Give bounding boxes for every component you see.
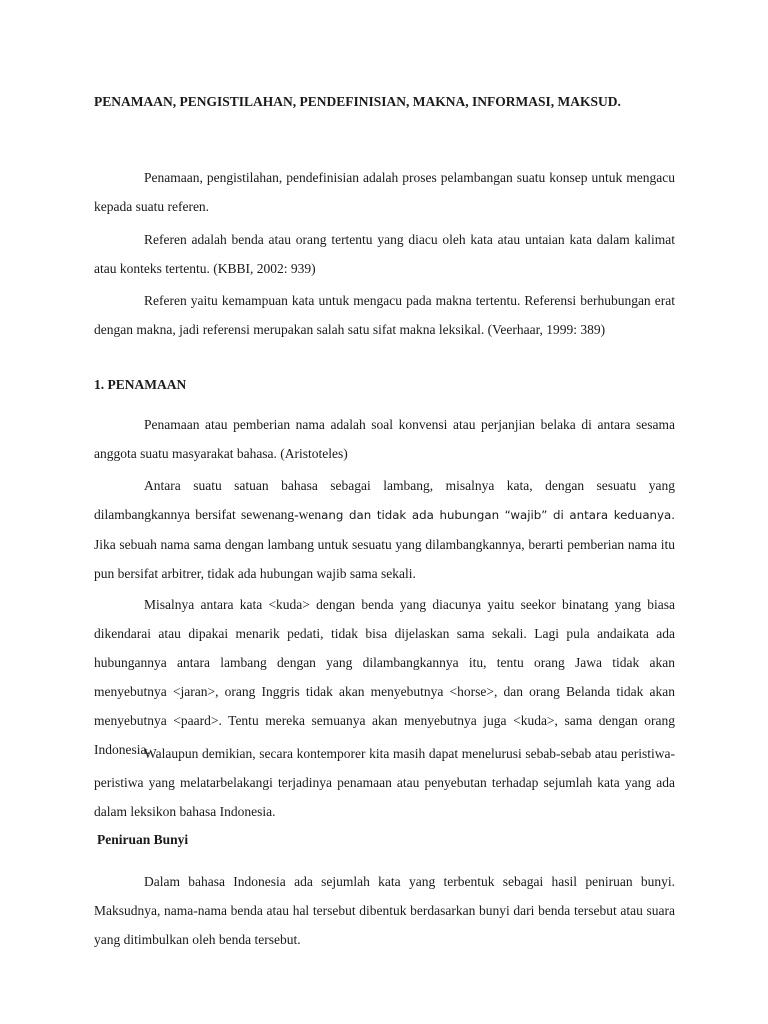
intro-paragraph-2: Referen adalah benda atau orang tertentu yang diacu oleh kata atau untaian kata dalam kalimat atau konteks tertentu. (KBBI, 2002: 939)	[94, 232, 675, 276]
section-paragraph-3: Misalnya antara kata <kuda> dengan benda yang diacunya yaitu seekor binatang yang biasa dikendarai atau dipakai menarik pedati, tidak bisa dijelaskan sama sekali. Lagi pula andaikata ada hubungannya antara lambang dengan yang dilambangkannya itu, tentu orang Jawa tidak akan menyebutnya <jaran>, orang Inggris tidak akan menyebutnya <horse>, dan orang Belanda tidak akan menyebutnya <paard>. Tentu mereka semuanya akan menyebutnya juga <kuda>, sama dengan orang Indonesia.	[94, 597, 675, 757]
intro-paragraph-1: Penamaan, pengistilahan, pendefinisian adalah proses pelambangan suatu konsep untuk mengacu kepada suatu referen.	[94, 170, 675, 214]
subsection-paragraph-1: Dalam bahasa Indonesia ada sejumlah kata yang terbentuk sebagai hasil peniruan bunyi. Maksudnya, nama-nama benda atau hal tersebut dibentuk berdasarkan bunyi dari benda tersebut atau suara yang ditimbulkan oleh benda tersebut.	[94, 874, 675, 947]
section-paragraph-4: Walaupun demikian, secara kontemporer kita masih dapat menelurusi sebab-sebab atau peristiwa-peristiwa yang melatarbelakangi terjadinya penamaan atau penyebutan terhadap sejumlah kata yang ada dalam leksikon bahasa Indonesia.	[94, 746, 675, 819]
paragraph-2-text-c: Jika sebuah nama sama dengan lambang untuk sesuatu yang dilambangkannya, berarti pemberian nama itu pun bersifat arbitrer, tidak ada hubungan wajib sama sekali.	[94, 537, 675, 581]
document-title: PENAMAAN, PENGISTILAHAN, PENDEFINISIAN, MAKNA, INFORMASI, MAKSUD.	[94, 94, 621, 109]
section-paragraph-1: Penamaan atau pemberian nama adalah soal konvensi atau perjanjian belaka di antara sesama anggota suatu masyarakat bahasa. (Aristoteles)	[94, 417, 675, 461]
paragraph-2-text-b: ang dan tidak ada hubungan “wajib” di antara keduanya.	[321, 508, 675, 522]
section-heading-penamaan: 1. PENAMAAN	[94, 377, 187, 392]
paragraph-2-text-a: Antara suatu satuan bahasa sebagai lambang, misalnya kata, dengan sesuatu yang dilambangkannya bersifat sewenang-wen	[94, 478, 675, 522]
section-paragraph-2	[94, 471, 675, 588]
subsection-heading-peniruan-bunyi: Peniruan Bunyi	[97, 832, 189, 847]
intro-paragraph-3: Referen yaitu kemampuan kata untuk mengacu pada makna tertentu. Referensi berhubungan erat dengan makna, jadi referensi merupakan salah satu sifat makna leksikal. (Veerhaar, 1999: 389)	[94, 293, 675, 337]
